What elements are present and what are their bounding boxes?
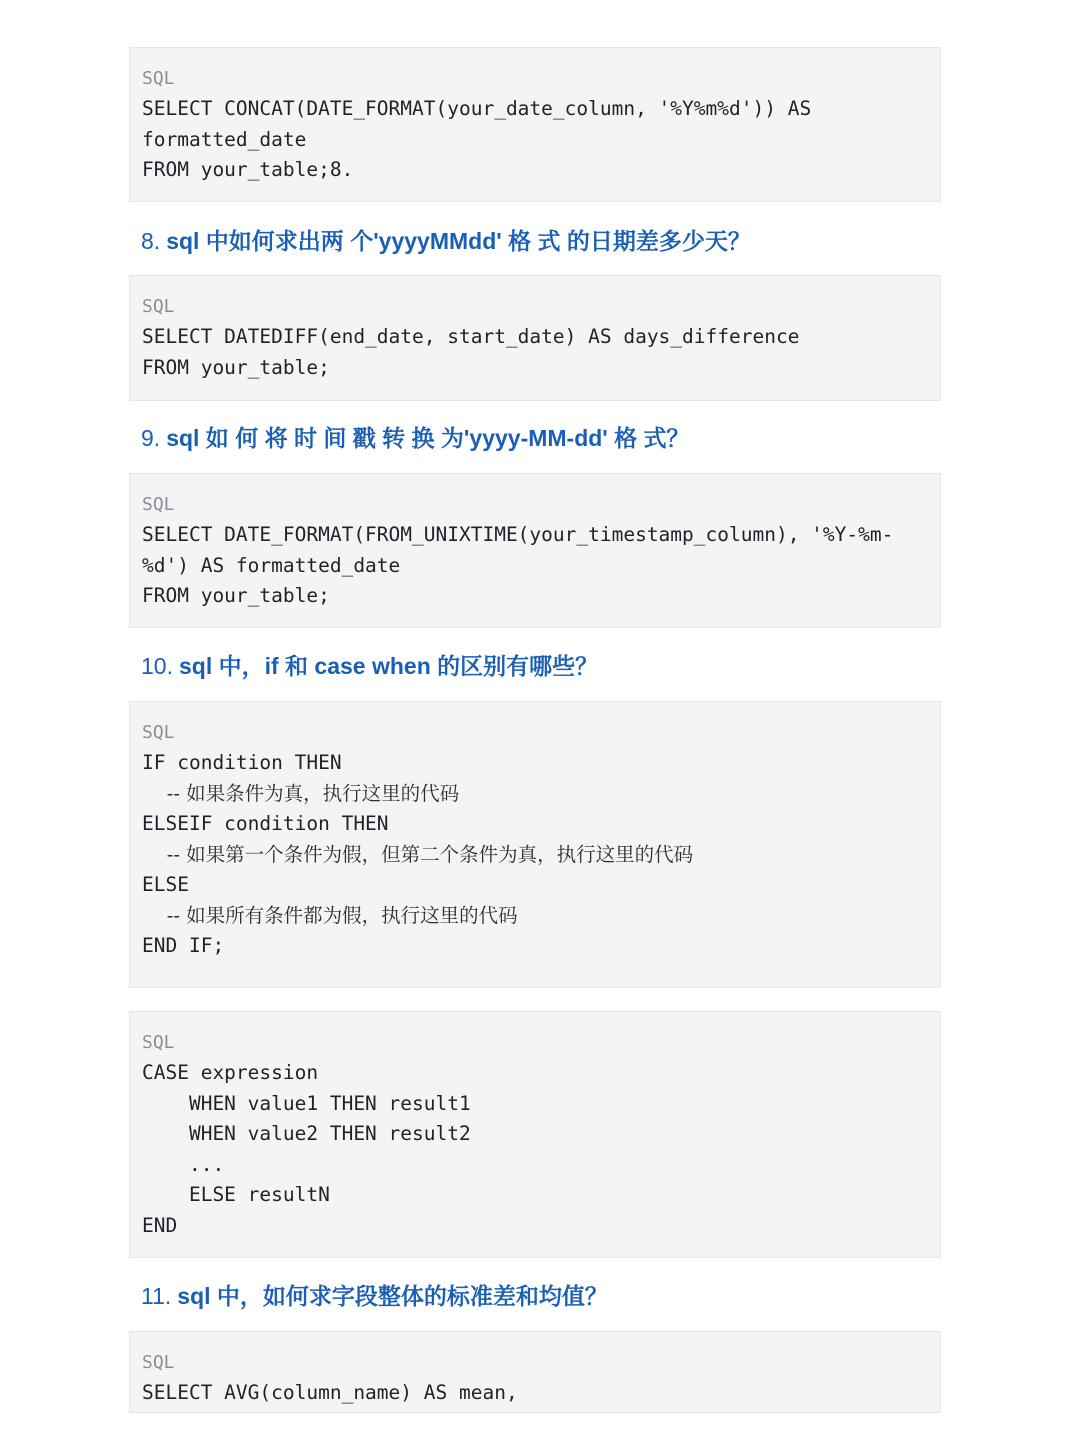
question-text: sql 中如何求出两 个'yyyyMMdd' 格 式 的日期差多少天？ — [166, 228, 751, 254]
code-language-label: SQL — [142, 68, 175, 89]
code-line: SELECT AVG(column_name) AS mean, — [142, 1381, 518, 1404]
code-line: SELECT DATEDIFF(end_date, start_date) AS days_difference — [142, 325, 800, 348]
code-line: FROM your_table; — [142, 355, 330, 379]
code-block-datediff — [129, 275, 941, 401]
code-comment-line — [142, 901, 928, 932]
code-line: SELECT CONCAT(DATE_FORMAT(your_date_column, '%Y%m%d')) AS — [142, 97, 812, 120]
question-number: 10. — [141, 653, 173, 679]
code-line: END IF; — [142, 934, 225, 957]
code-language-label: SQL — [142, 1352, 175, 1373]
code-line: WHEN value1 THEN result1 — [142, 1091, 471, 1115]
code-language-label: SQL — [142, 722, 175, 743]
code-line: ELSEIF condition THEN — [142, 812, 389, 835]
code-line: END — [142, 1213, 178, 1237]
code-comment: -- 如果条件为真，执行这里的代码 — [142, 781, 460, 805]
question-number: 8. — [141, 228, 161, 254]
code-line: ELSE resultN — [142, 1183, 330, 1206]
code-line: FROM your_table;8. — [142, 158, 354, 181]
code-language-label: SQL — [142, 296, 175, 317]
question-text: sql 中，如何求字段整体的标准差和均值？ — [177, 1283, 608, 1309]
code-block-date-format — [129, 47, 941, 202]
code-line: FROM your_table; — [142, 584, 330, 607]
code-comment-line — [142, 779, 928, 810]
code-line: WHEN value2 THEN result2 — [142, 1122, 471, 1145]
code-line: formatted_date — [142, 127, 307, 151]
code-comment: -- 如果第一个条件为假，但第二个条件为真，执行这里的代码 — [142, 842, 694, 866]
code-block-case-when — [129, 1011, 941, 1258]
question-heading-10 — [141, 649, 598, 683]
question-heading-8 — [141, 224, 751, 258]
code-comment: -- 如果所有条件都为假，执行这里的代码 — [142, 903, 518, 927]
code-line: ... — [142, 1152, 225, 1176]
question-text: sql 如 何 将 时 间 戳 转 换 为'yyyy-MM-dd' 格 式？ — [166, 425, 690, 451]
code-block-unixtime — [129, 473, 941, 628]
code-line: IF condition THEN — [142, 751, 342, 774]
question-heading-11 — [141, 1279, 608, 1313]
question-heading-9 — [141, 421, 690, 455]
question-text: sql 中，if 和 case when 的区别有哪些？ — [178, 653, 599, 679]
code-line: SELECT DATE_FORMAT(FROM_UNIXTIME(your_timestamp_column), '%Y-%m- — [142, 523, 894, 546]
code-comment-line — [142, 840, 928, 871]
code-line: %d') AS formatted_date — [142, 553, 401, 577]
question-number: 11. — [141, 1283, 172, 1309]
code-line: ELSE — [142, 873, 189, 896]
code-line: CASE expression — [142, 1061, 319, 1084]
code-block-if-statement — [129, 701, 941, 988]
code-language-label: SQL — [142, 1032, 175, 1053]
code-block-avg — [129, 1331, 941, 1413]
question-number: 9. — [141, 425, 161, 451]
code-language-label: SQL — [142, 494, 175, 515]
